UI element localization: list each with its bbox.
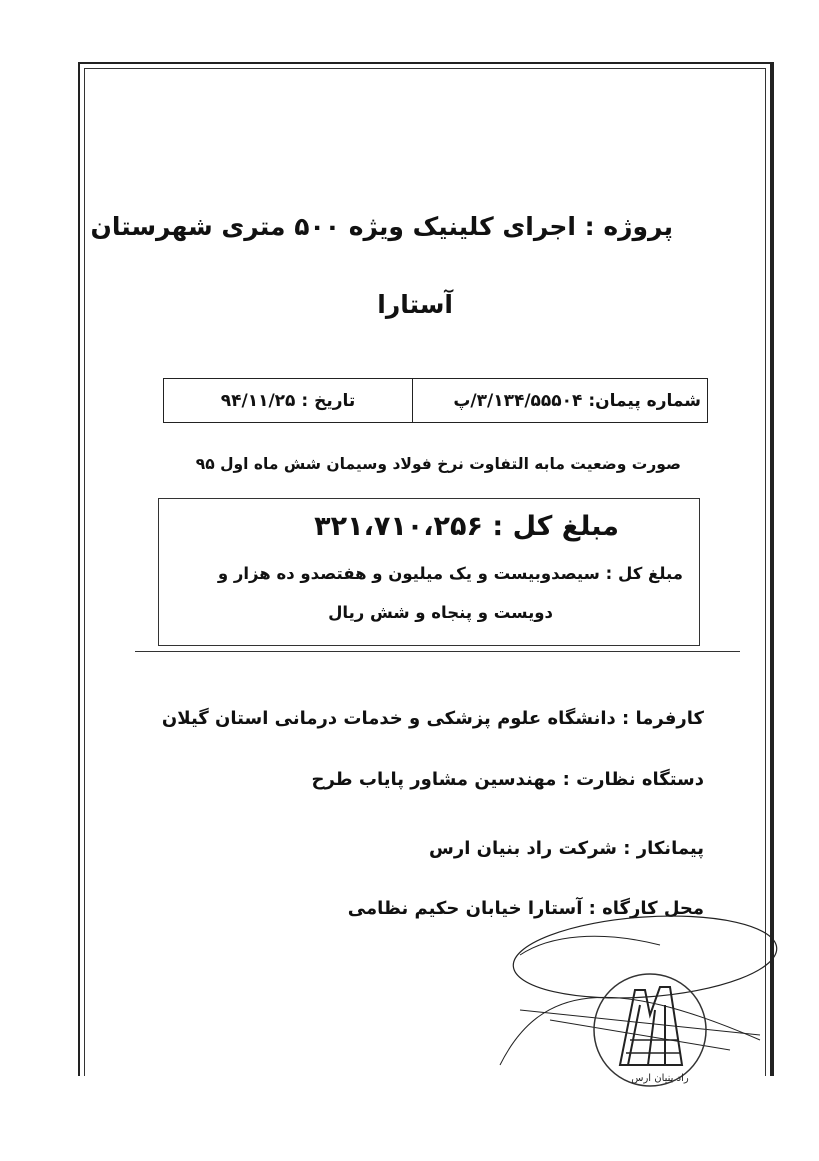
contractor-line: پیمانکار : شرکت راد بنیان ارس (429, 838, 704, 859)
seal-text: راد بنیان ارس (631, 1073, 689, 1084)
contract-number: شماره پیمان: ۳/۱۳۴/۵۵۵۰۴/پ (412, 379, 707, 422)
site-location-line: محل کارگاه : آستارا خیابان حکیم نظامی (347, 898, 704, 919)
amount-in-words-line1: مبلغ کل : سیصدوبیست و یک میلیون و هفتصدو ده هزار و (217, 564, 683, 583)
section-divider (135, 651, 740, 652)
project-title-line2: آستارا (377, 290, 453, 319)
contract-date: تاریخ : ۹۴/۱۱/۲۵ (220, 390, 356, 411)
project-title-line1: پروژه : اجرای کلینیک ویژه ۵۰۰ متری شهرستان (90, 212, 673, 241)
statement-description: صورت وضعیت مابه التفاوت نرخ فولاد وسیمان شش ماه اول ۹۵ (195, 455, 681, 473)
amount-in-words-line2: دویست و پنجاه و شش ریال (328, 603, 553, 622)
supervisor-line: دستگاه نظارت : مهندسین مشاور پایاب طرح (311, 769, 704, 790)
amount-box (158, 498, 700, 646)
employer-line: کارفرما : دانشگاه علوم پزشکی و خدمات درمانی استان گیلان (161, 708, 704, 729)
company-seal-icon (460, 915, 790, 1090)
total-amount: مبلغ کل : ۳۲۱،۷۱۰،۲۵۶ (314, 511, 619, 542)
contract-info-box (163, 378, 708, 423)
